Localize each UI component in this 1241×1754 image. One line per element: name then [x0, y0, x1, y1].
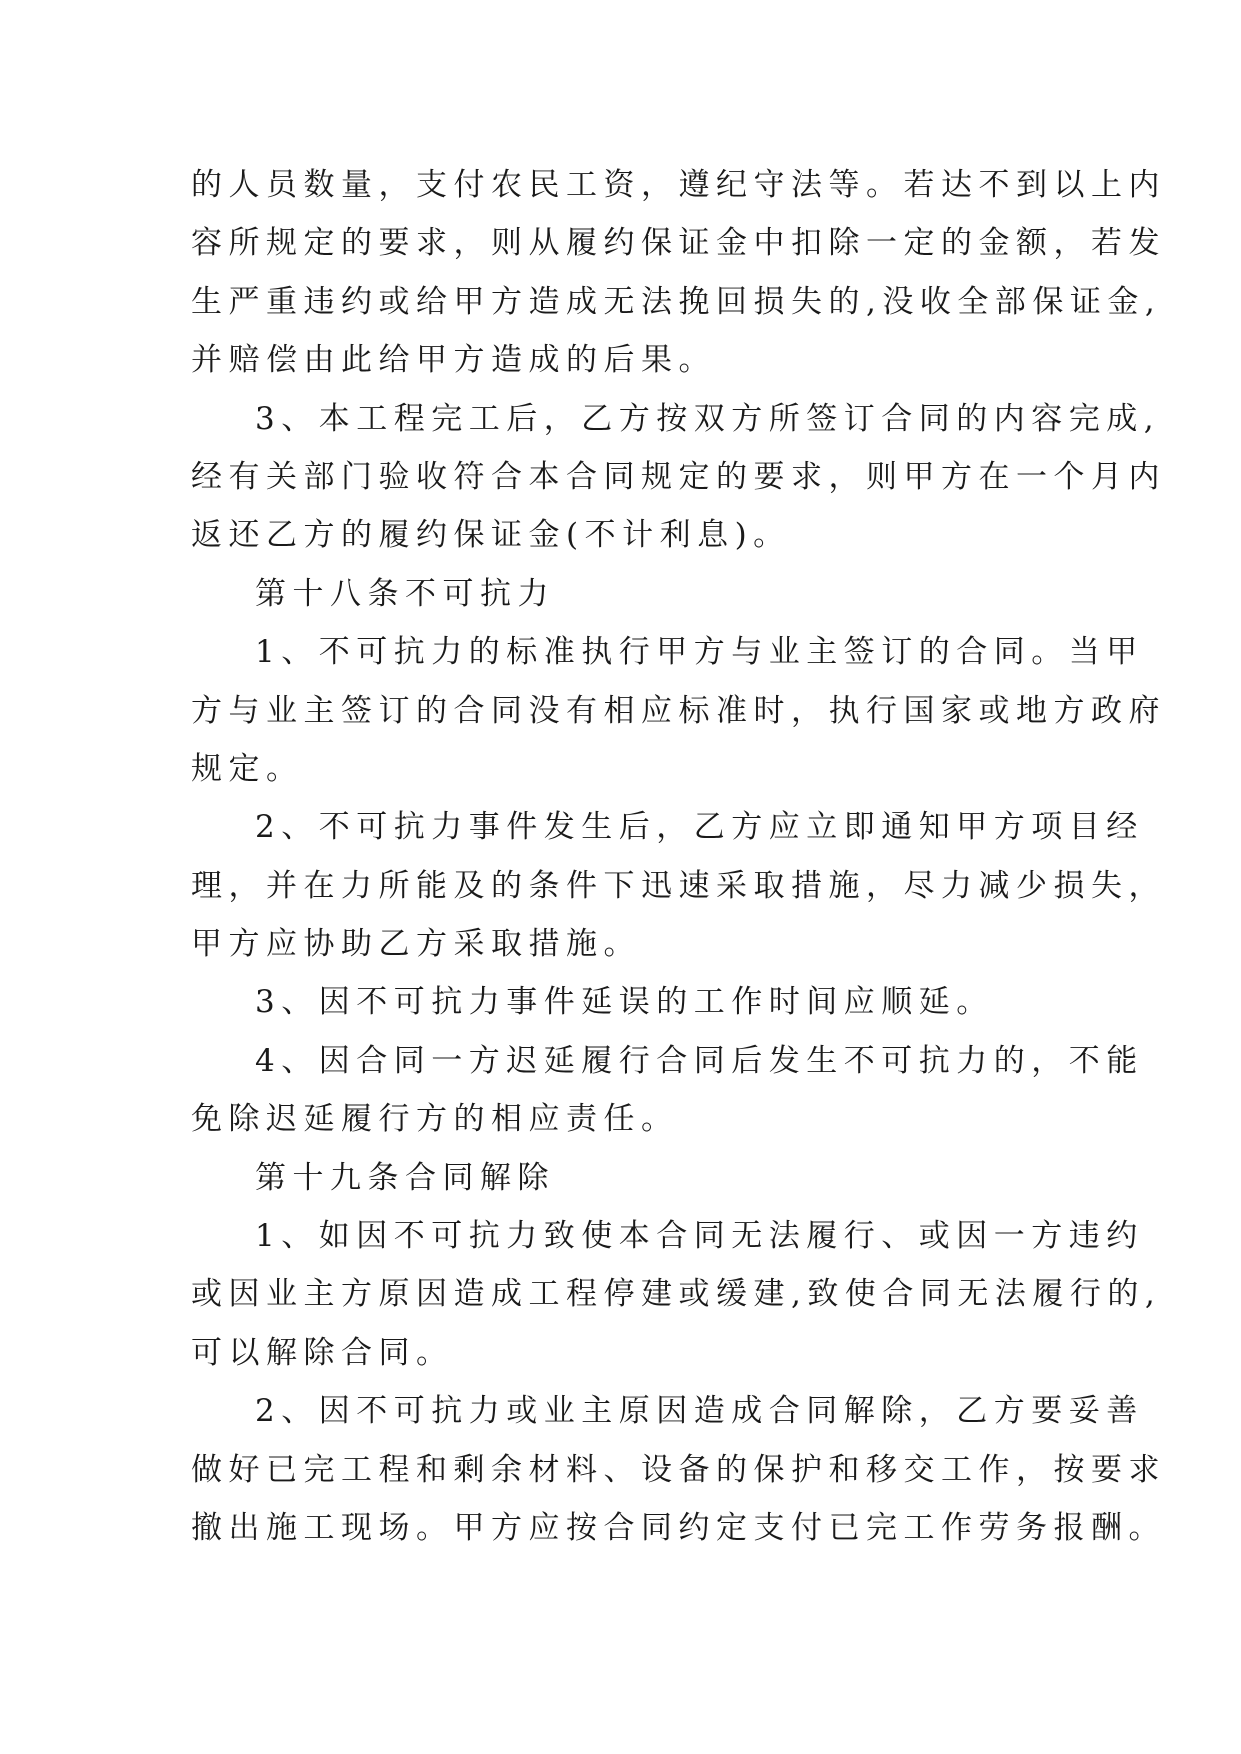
- text-line: 1、如因不可抗力致使本合同无法履行、或因一方违约: [255, 1218, 1144, 1255]
- text-line: 2、因不可抗力或业主原因造成合同解除，乙方要妥善: [255, 1393, 1144, 1430]
- text-line: 返还乙方的履约保证金(不计利息)。: [191, 517, 791, 554]
- text-line: 3、因不可抗力事件延误的工作时间应顺延。: [255, 984, 994, 1021]
- section-heading: 第十九条合同解除: [255, 1159, 555, 1196]
- text-line: 理，并在力所能及的条件下迅速采取措施，尽力减少损失，: [191, 867, 1166, 904]
- section-heading: 第十八条不可抗力: [255, 575, 555, 612]
- text-line: 4、因合同一方迟延履行合同后发生不可抗力的，不能: [255, 1042, 1144, 1079]
- text-line: 1、不可抗力的标准执行甲方与业主签订的合同。当甲: [255, 634, 1144, 671]
- text-line: 甲方应协助乙方采取措施。: [191, 926, 641, 963]
- text-line: 免除迟延履行方的相应责任。: [191, 1101, 679, 1138]
- text-line: 2、不可抗力事件发生后，乙方应立即通知甲方项目经: [255, 809, 1144, 846]
- text-line: 撤出施工现场。甲方应按合同约定支付已完工作劳务报酬。: [191, 1509, 1166, 1546]
- text-line: 规定。: [191, 750, 304, 787]
- text-line: 并赔偿由此给甲方造成的后果。: [191, 342, 716, 379]
- text-line: 经有关部门验收符合本合同规定的要求，则甲方在一个月内: [191, 458, 1166, 495]
- text-line: 做好已完工程和剩余材料、设备的保护和移交工作，按要求: [191, 1451, 1166, 1488]
- text-line: 的人员数量，支付农民工资，遵纪守法等。若达不到以上内: [191, 167, 1166, 203]
- document-body: [191, 156, 1166, 1557]
- text-line: 生严重违约或给甲方造成无法挽回损失的,没收全部保证金,: [191, 283, 1162, 320]
- text-line: 或因业主方原因造成工程停建或缓建,致使合同无法履行的,: [191, 1276, 1162, 1313]
- text-line: 3、本工程完工后，乙方按双方所签订合同的内容完成,: [255, 400, 1161, 437]
- text-line: 方与业主签订的合同没有相应标准时，执行国家或地方政府: [191, 692, 1166, 729]
- text-line: 可以解除合同。: [191, 1334, 454, 1371]
- text-line: 容所规定的要求，则从履约保证金中扣除一定的金额，若发: [191, 225, 1166, 262]
